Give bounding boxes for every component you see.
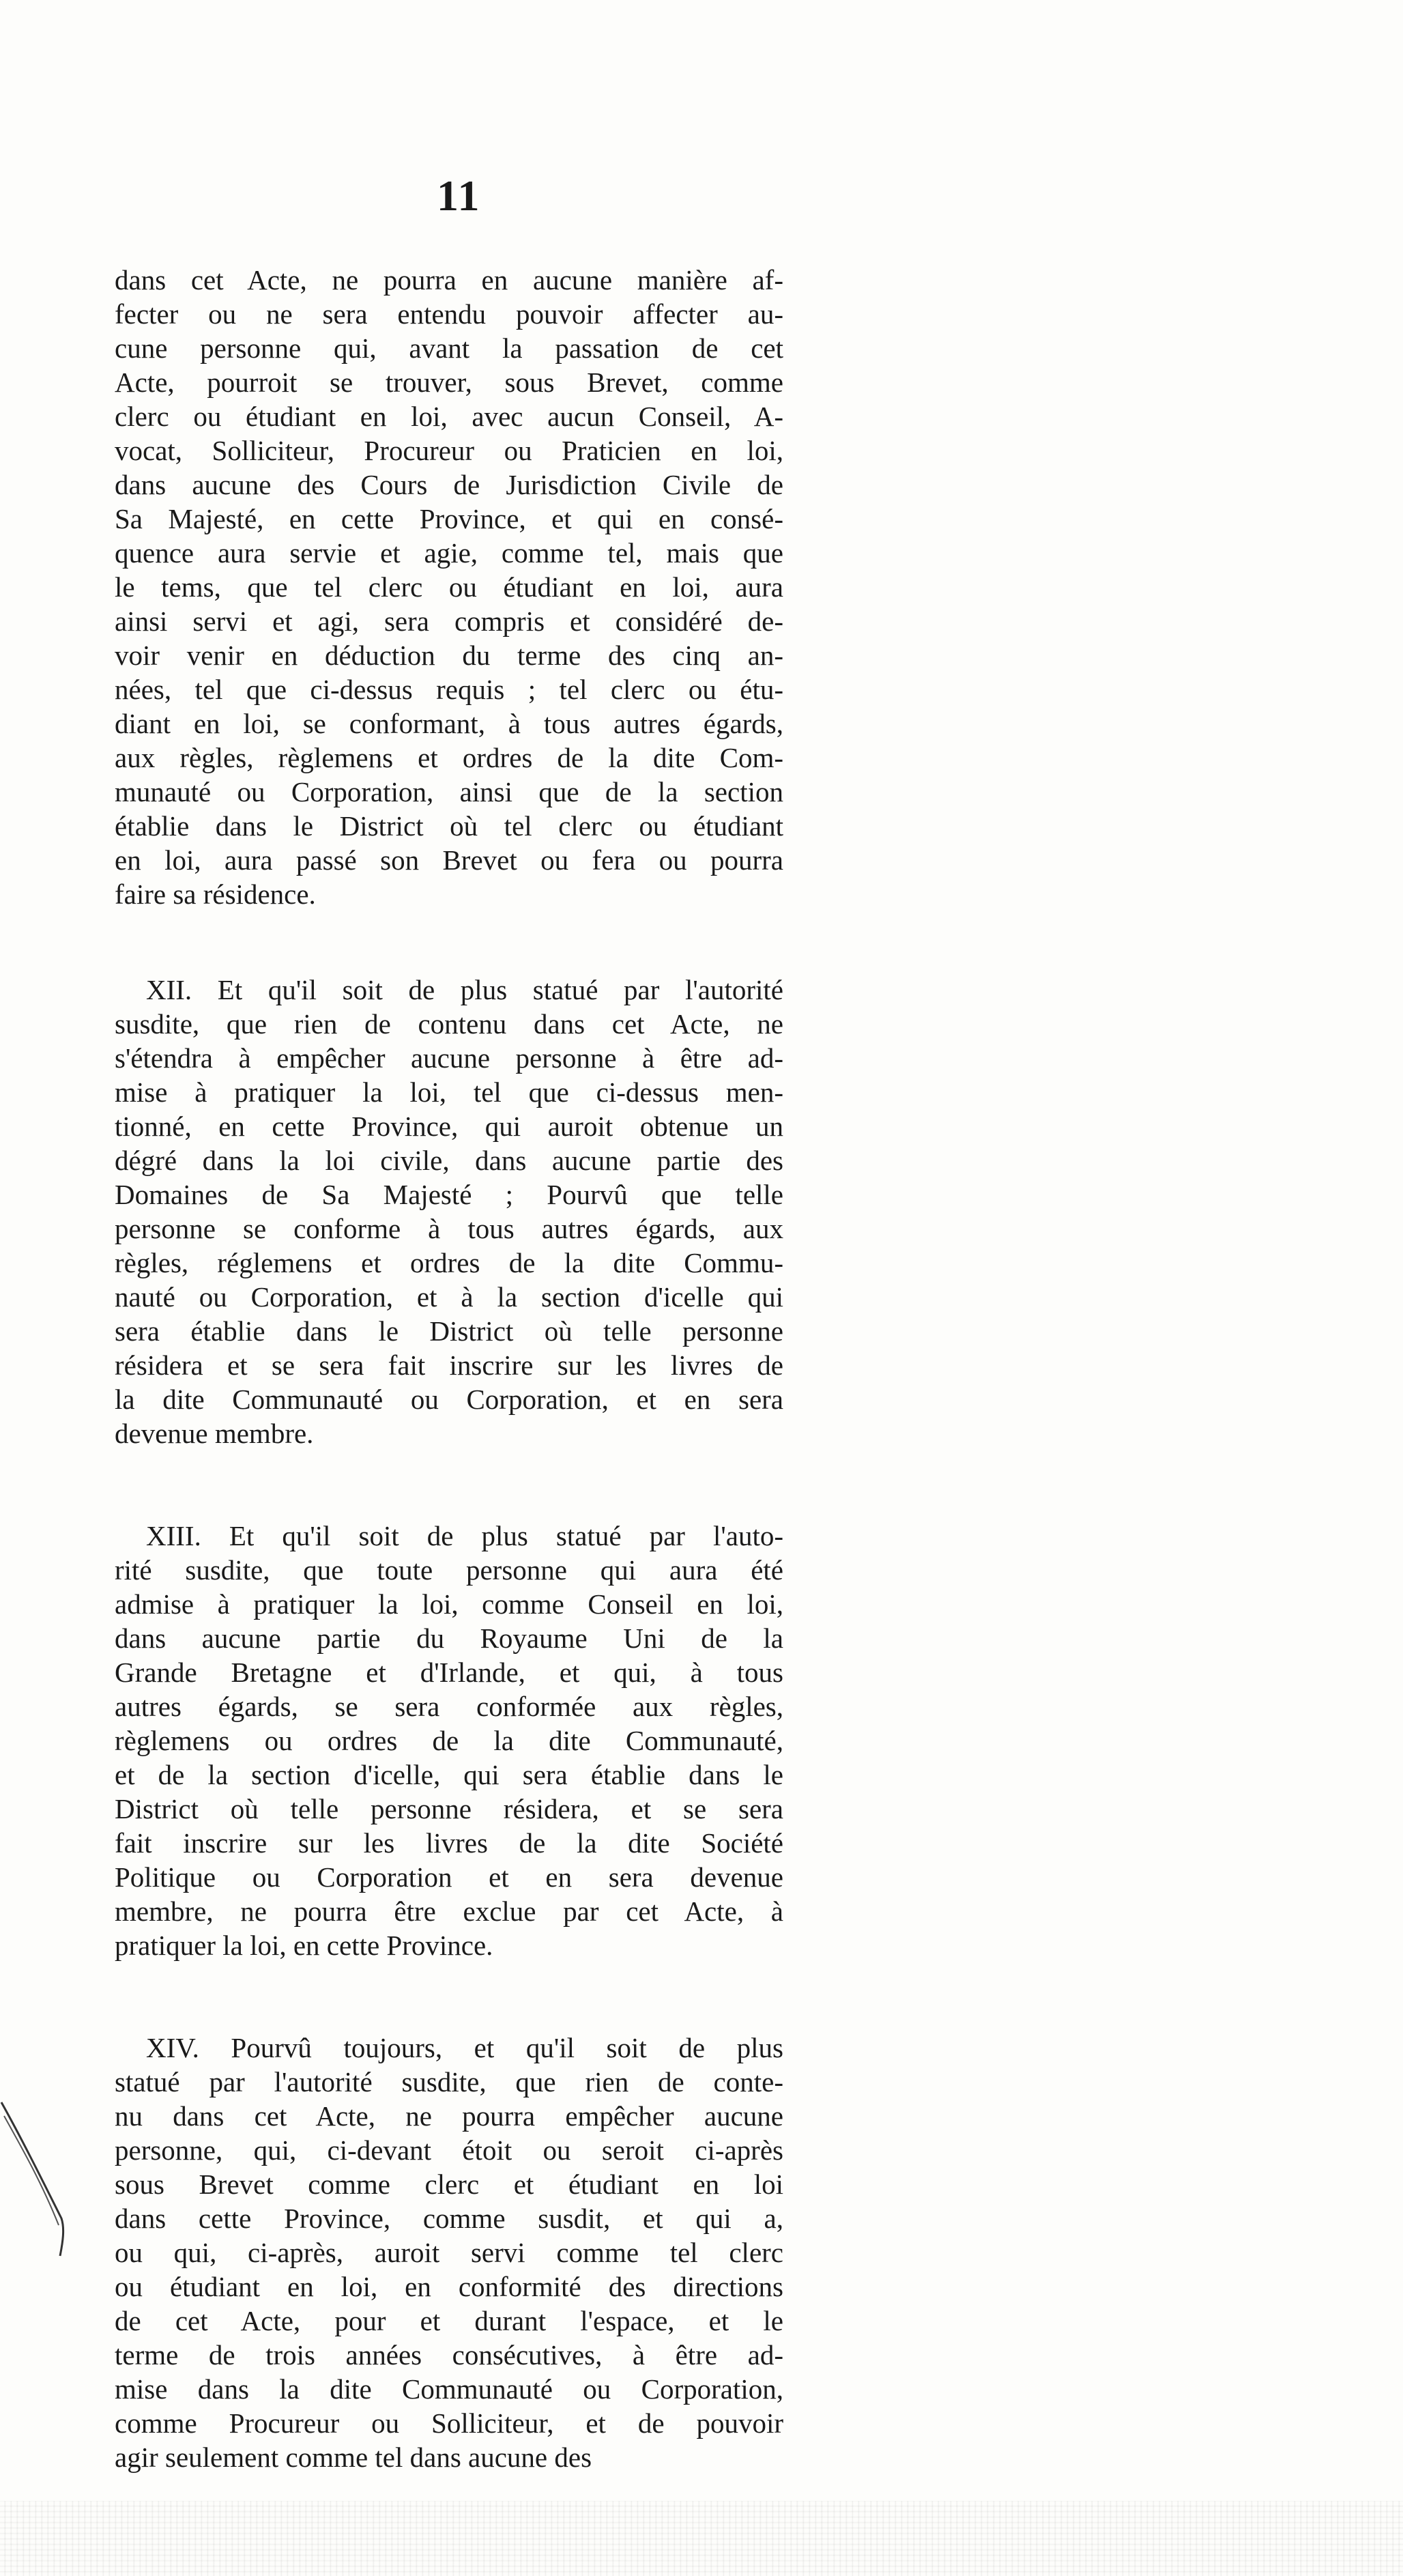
- paragraph-section-xiii: [115, 1519, 783, 1962]
- text-line: personne, qui, ci-devant étoit ou seroit ci-après: [115, 2134, 783, 2166]
- text-line: la dite Communauté ou Corporation, et en sera: [115, 1384, 783, 1415]
- text-line: voir venir en déduction du terme des cinq an-: [115, 640, 783, 671]
- text-line: pratiquer la loi, en cette Province.: [115, 1930, 493, 1961]
- text-line: faire sa résidence.: [115, 878, 316, 910]
- text-line: et de la section d'icelle, qui sera établie dans le: [115, 1759, 783, 1790]
- text-line: mise à pratiquer la loi, tel que ci-dessus men-: [115, 1076, 783, 1108]
- text-line: en loi, aura passé son Brevet ou fera ou pourra: [115, 844, 783, 876]
- text-line: dégré dans la loi civile, dans aucune partie des: [115, 1145, 783, 1176]
- text-line: règles, réglemens et ordres de la dite Commu-: [115, 1247, 783, 1278]
- text-line: ou qui, ci-après, auroit servi comme tel clerc: [115, 2237, 783, 2268]
- text-line: Politique ou Corporation et en sera devenue: [115, 1861, 783, 1893]
- page-edge-speckle: [0, 2501, 1403, 2576]
- text-line: clerc ou étudiant en loi, avec aucun Conseil, A-: [115, 401, 783, 432]
- margin-pencil-mark: [0, 2089, 75, 2266]
- paragraph-section-xiv: [115, 2031, 783, 2474]
- text-line: nées, tel que ci-dessus requis ; tel clerc ou étu-: [115, 674, 783, 705]
- text-line: Sa Majesté, en cette Province, et qui en consé-: [115, 503, 783, 534]
- text-line: quence aura servie et agie, comme tel, mais que: [115, 537, 783, 569]
- text-line: de cet Acte, pour et durant l'espace, et le: [115, 2305, 783, 2336]
- text-line: vocat, Solliciteur, Procureur ou Praticien en loi,: [115, 435, 783, 466]
- text-line: Acte, pourroit se trouver, sous Brevet, comme: [115, 367, 783, 398]
- text-line: agir seulement comme tel dans aucune des: [115, 2442, 592, 2473]
- text-line: nu dans cet Acte, ne pourra empêcher aucune: [115, 2100, 783, 2132]
- text-line: dans cette Province, comme susdit, et qui a,: [115, 2203, 783, 2234]
- text-line: règlemens ou ordres de la dite Communauté,: [115, 1725, 783, 1756]
- text-line: terme de trois années consécutives, à être ad-: [115, 2339, 783, 2371]
- text-line: comme Procureur ou Solliciteur, et de pouvoir: [115, 2407, 783, 2439]
- text-line: sera établie dans le District où telle personne: [115, 1315, 783, 1347]
- text-line: cune personne qui, avant la passation de cet: [115, 332, 783, 364]
- text-line: établie dans le District où tel clerc ou étudiant: [115, 810, 783, 842]
- text-line: mise dans la dite Communauté ou Corporation,: [115, 2373, 783, 2405]
- text-line: dans cet Acte, ne pourra en aucune manière af-: [115, 264, 783, 296]
- text-line: le tems, que tel clerc ou étudiant en loi, aura: [115, 571, 783, 603]
- text-line: diant en loi, se conformant, à tous autres égards,: [115, 708, 783, 739]
- text-line: Grande Bretagne et d'Irlande, et qui, à tous: [115, 1657, 783, 1688]
- text-line: fecter ou ne sera entendu pouvoir affecter au-: [115, 298, 783, 330]
- text-line: statué par l'autorité susdite, que rien de conte-: [115, 2066, 783, 2098]
- text-line: membre, ne pourra être exclue par cet Acte, à: [115, 1895, 783, 1927]
- paragraph-section-xii: [115, 973, 783, 1450]
- text-line: dans aucune partie du Royaume Uni de la: [115, 1622, 783, 1654]
- text-line: résidera et se sera fait inscrire sur les livres de: [115, 1349, 783, 1381]
- text-line: ainsi servi et agi, sera compris et considéré de-: [115, 605, 783, 637]
- text-line: fait inscrire sur les livres de la dite Société: [115, 1827, 783, 1859]
- text-line: personne se conforme à tous autres égards, aux: [115, 1213, 783, 1244]
- text-line: autres égards, se sera conformée aux règles,: [115, 1691, 783, 1722]
- text-line: dans aucune des Cours de Jurisdiction Civile de: [115, 469, 783, 500]
- text-line: District où telle personne résidera, et se sera: [115, 1793, 783, 1824]
- text-line: ou étudiant en loi, en conformité des directions: [115, 2271, 783, 2302]
- paragraph-continuation: [115, 263, 783, 911]
- text-line: s'étendra à empêcher aucune personne à être ad-: [115, 1042, 783, 1074]
- text-line: tionné, en cette Province, qui auroit obtenue un: [115, 1111, 783, 1142]
- page-number: 11: [437, 171, 481, 220]
- text-line: XII. Et qu'il soit de plus statué par l'autorité: [146, 974, 783, 1005]
- text-line: admise à pratiquer la loi, comme Conseil en loi,: [115, 1588, 783, 1620]
- text-line: munauté ou Corporation, ainsi que de la section: [115, 776, 783, 807]
- text-line: rité susdite, que toute personne qui aura été: [115, 1554, 783, 1586]
- text-line: devenue membre.: [115, 1418, 314, 1449]
- text-line: Domaines de Sa Majesté ; Pourvû que telle: [115, 1179, 783, 1210]
- text-line: susdite, que rien de contenu dans cet Acte, ne: [115, 1008, 783, 1040]
- text-line: XIII. Et qu'il soit de plus statué par l'auto-: [146, 1520, 783, 1551]
- text-line: sous Brevet comme clerc et étudiant en loi: [115, 2169, 783, 2200]
- text-line: XIV. Pourvû toujours, et qu'il soit de plus: [146, 2032, 783, 2063]
- text-line: nauté ou Corporation, et à la section d'icelle qui: [115, 1281, 783, 1313]
- text-line: aux règles, règlemens et ordres de la dite Com-: [115, 742, 783, 773]
